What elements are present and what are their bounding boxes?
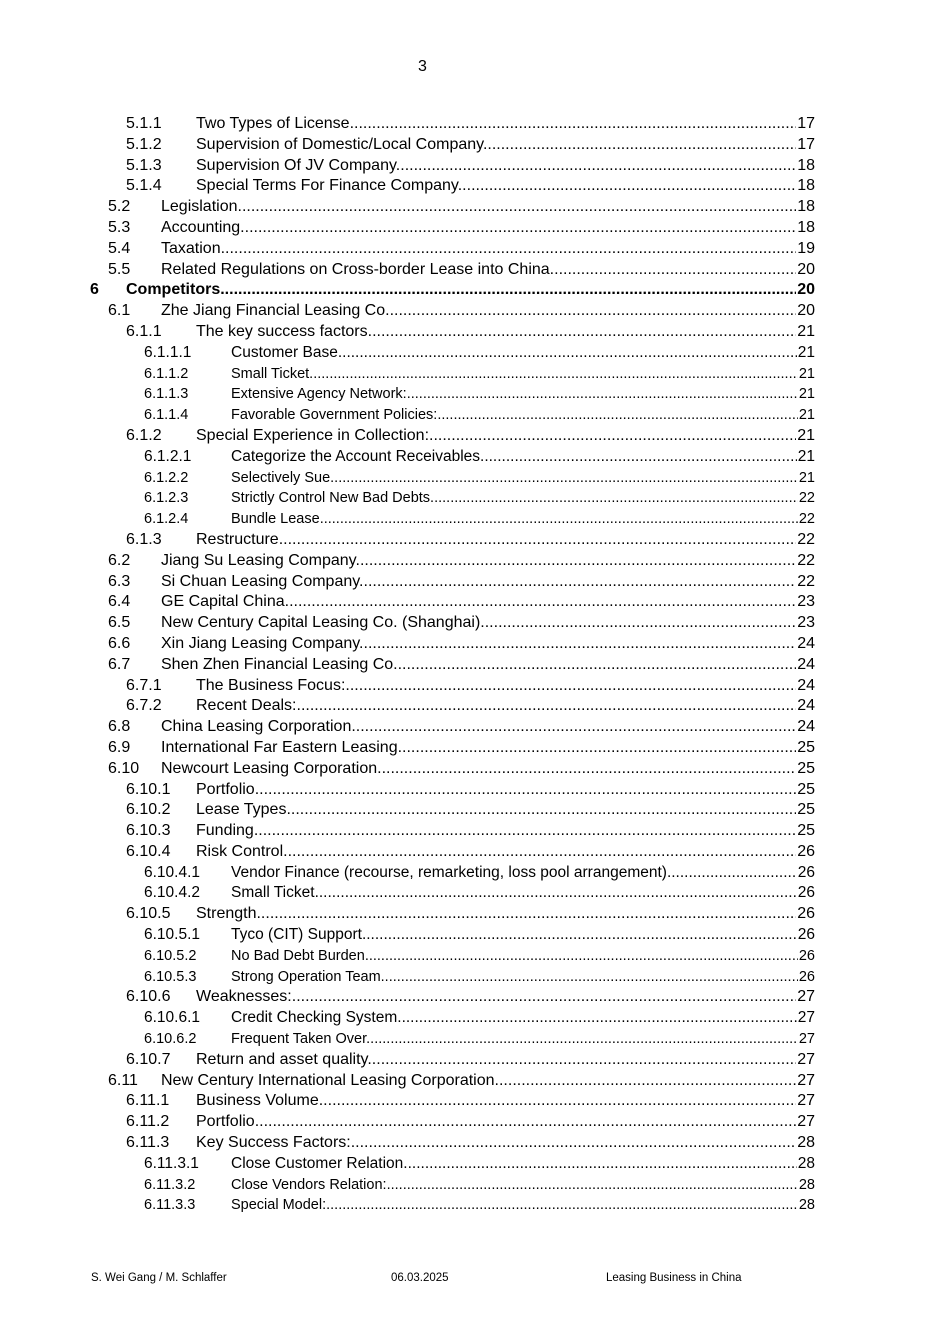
toc-entry-number: 6.7.2 (126, 697, 162, 715)
toc-entry-title: New Century Capital Leasing Co. (Shanghai) (161, 614, 481, 632)
toc-entry-title: Supervision of Domestic/Local Company (196, 135, 483, 153)
toc-entry-number: 6.11.3.3 (144, 1197, 196, 1214)
footer-date: 06.03.2025 (391, 1272, 449, 1284)
toc-entry-page: 25 (796, 780, 815, 801)
toc-entry-number: 6.1.2.2 (144, 469, 189, 486)
toc-entry-title: Favorable Government Policies: (231, 407, 438, 424)
toc-entry-title-leader (161, 655, 815, 676)
page-number: 3 (418, 58, 427, 75)
toc-entry[interactable] (90, 904, 815, 925)
toc-entry-number: 6.10.2 (126, 801, 171, 819)
toc-entry[interactable] (90, 260, 815, 281)
toc-entry-title-leader (231, 509, 815, 530)
toc-entry[interactable] (90, 551, 815, 572)
toc-entry[interactable] (90, 405, 815, 426)
toc-entry-title-leader (161, 717, 815, 738)
toc-entry-number: 6.10.5.3 (144, 968, 197, 985)
toc-entry-page: 26 (798, 967, 815, 988)
toc-entry-number: 6.1 (108, 302, 131, 320)
toc-entry[interactable] (90, 1091, 815, 1112)
toc-entry-title-leader (161, 218, 815, 239)
toc-entry-page: 27 (796, 1112, 815, 1133)
toc-entry-page: 26 (797, 883, 815, 904)
toc-entry-number: 6.1.1.2 (144, 365, 189, 382)
toc-entry-page: 25 (796, 759, 815, 780)
toc-entry[interactable] (90, 1071, 815, 1092)
toc-entry-title: Recent Deals: (196, 697, 297, 715)
toc-entry-title-leader (196, 114, 815, 135)
toc-entry-title-leader (196, 696, 815, 717)
toc-entry-title-leader (196, 842, 815, 863)
toc-entry[interactable] (90, 1133, 815, 1154)
toc-entry-number: 6.1.3 (126, 530, 162, 548)
toc-entry-title-leader (196, 322, 815, 343)
toc-entry-page: 25 (796, 800, 815, 821)
toc-entry-page: 18 (796, 218, 815, 239)
toc-entry-page: 27 (796, 1071, 815, 1092)
toc-entry-number: 6.5 (108, 614, 131, 632)
toc-entry-page: 22 (796, 572, 815, 593)
toc-entry-number: 6.4 (108, 593, 131, 611)
toc-entry-number: 5.3 (108, 218, 131, 236)
toc-entry-title: Strength (196, 905, 257, 923)
toc-entry-number: 6.10.7 (126, 1050, 171, 1068)
toc-entry-title-leader (231, 447, 815, 468)
toc-entry[interactable] (90, 176, 815, 197)
toc-entry-number: 6.10.4 (126, 842, 171, 860)
toc-entry-page: 21 (796, 322, 815, 343)
toc-entry-page: 25 (796, 821, 815, 842)
toc-entry-page: 24 (796, 696, 815, 717)
toc-entry[interactable] (90, 946, 815, 967)
toc-entry-title-leader (161, 551, 815, 572)
toc-entry-title-leader (196, 530, 815, 551)
toc-entry-number: 6.7.1 (126, 676, 162, 694)
toc-entry[interactable] (90, 280, 815, 301)
toc-entry-title: Close Customer Relation (231, 1154, 404, 1172)
toc-entry-title-leader (196, 821, 815, 842)
toc-entry-number: 6.11.3.2 (144, 1176, 196, 1193)
toc-entry-number: 6.1.1.1 (144, 343, 192, 361)
toc-entry-title-leader (161, 634, 815, 655)
toc-entry-page: 28 (796, 1133, 815, 1154)
toc-entry[interactable] (90, 343, 815, 364)
toc-entry-title: Extensive Agency Network: (231, 386, 407, 403)
toc-entry[interactable] (90, 135, 815, 156)
toc-entry-title-leader (231, 488, 815, 509)
toc-entry-title: Vendor Finance (recourse, remarketing, loss pool arrangement) (231, 863, 667, 881)
toc-entry-page: 27 (796, 1050, 815, 1071)
toc-entry-page: 21 (797, 343, 815, 364)
toc-entry-title-leader (161, 239, 815, 260)
toc-entry-number: 6.10.3 (126, 822, 171, 840)
toc-entry-page: 26 (797, 925, 815, 946)
toc-entry[interactable] (90, 634, 815, 655)
toc-entry-title-leader (231, 364, 815, 385)
toc-entry-title: Legislation (161, 198, 238, 216)
toc-entry-number: 6.10.5 (126, 905, 171, 923)
toc-entry-title: Lease Types (196, 801, 287, 819)
toc-entry-title: Taxation (161, 239, 221, 257)
toc-entry[interactable] (90, 301, 815, 322)
toc-entry-title-leader (161, 572, 815, 593)
footer-document-title: Leasing Business in China (606, 1272, 742, 1284)
toc-entry[interactable] (90, 322, 815, 343)
toc-entry-title-leader (196, 1050, 815, 1071)
toc-entry-title-leader (196, 676, 815, 697)
toc-entry-page: 17 (796, 114, 815, 135)
toc-entry[interactable] (90, 717, 815, 738)
toc-entry-page: 26 (796, 904, 815, 925)
toc-entry-title-leader (231, 405, 815, 426)
toc-entry-title-leader (161, 613, 815, 634)
toc-entry[interactable] (90, 883, 815, 904)
toc-entry[interactable] (90, 1154, 815, 1175)
toc-entry-number: 5.1.1 (126, 115, 162, 132)
toc-entry-page: 20 (796, 301, 815, 322)
toc-entry[interactable] (90, 738, 815, 759)
toc-entry-title: Portfolio (196, 780, 255, 798)
toc-entry-number: 6.1.1.3 (144, 386, 189, 403)
toc-entry-number: 6.11 (108, 1071, 138, 1089)
toc-entry[interactable] (90, 509, 815, 530)
toc-entry-title-leader (161, 738, 815, 759)
toc-entry-title: Shen Zhen Financial Leasing Co. (161, 655, 398, 673)
toc-entry-number: 6.1.2.4 (144, 511, 189, 528)
toc-entry-title-leader (196, 176, 815, 197)
toc-entry-number: 6.7 (108, 655, 131, 673)
toc-entry-title-leader (196, 780, 815, 801)
toc-entry-number: 6.10.5.2 (144, 947, 197, 964)
toc-entry-number: 6.8 (108, 718, 131, 736)
toc-entry-title: Customer Base (231, 343, 338, 361)
toc-entry-title: Credit Checking System (231, 1009, 398, 1027)
toc-entry-title-leader (196, 1112, 815, 1133)
toc-entry[interactable] (90, 1008, 815, 1029)
toc-entry-page: 28 (798, 1195, 815, 1216)
toc-entry-page: 21 (798, 364, 815, 385)
toc-entry[interactable] (90, 925, 815, 946)
toc-entry-title: Funding (196, 822, 254, 840)
toc-entry-title: Key Success Factors: (196, 1134, 351, 1152)
toc-entry-title: New Century International Leasing Corporation (161, 1071, 495, 1089)
toc-entry[interactable] (90, 197, 815, 218)
toc-entry-page: 24 (796, 717, 815, 738)
toc-entry[interactable] (90, 239, 815, 260)
toc-entry-title-leader (231, 967, 815, 988)
toc-entry-number: 6.6 (108, 634, 131, 652)
toc-entry-title: Accounting (161, 218, 241, 236)
toc-entry-number: 6.9 (108, 738, 131, 756)
toc-entry-title-leader (231, 1175, 815, 1196)
toc-entry-number: 5.5 (108, 260, 131, 278)
toc-entry[interactable] (90, 1050, 815, 1071)
toc-entry-page: 24 (796, 655, 815, 676)
toc-entry-number: 5.1.4 (126, 177, 162, 195)
toc-entry-number: 5.2 (108, 198, 131, 216)
toc-entry-title-leader (231, 343, 815, 364)
toc-entry-page: 27 (798, 1029, 815, 1050)
toc-entry-title: Categorize the Account Receivables (231, 447, 481, 465)
toc-entry-title: Restructure (196, 530, 279, 548)
toc-entry[interactable] (90, 426, 815, 447)
toc-entry-page: 22 (796, 551, 815, 572)
toc-entry-title-leader (161, 592, 815, 613)
toc-entry[interactable] (90, 1029, 815, 1050)
toc-entry[interactable] (90, 572, 815, 593)
toc-entry-title: Business Volume (196, 1092, 319, 1110)
toc-entry-number: 6.10 (108, 759, 140, 777)
toc-entry-title: Selectively Sue (231, 469, 331, 486)
toc-entry-title: The key success factors (196, 322, 368, 340)
toc-entry-page: 28 (798, 1175, 815, 1196)
toc-entry-page: 23 (796, 592, 815, 613)
toc-entry-title-leader (126, 280, 815, 301)
toc-entry-number: 6.10.6 (126, 988, 171, 1006)
toc-entry-page: 26 (796, 842, 815, 863)
toc-entry-number: 6.11.3 (126, 1134, 170, 1152)
toc-entry-page: 22 (796, 530, 815, 551)
toc-entry-page: 21 (798, 405, 815, 426)
toc-entry-title: China Leasing Corporation (161, 718, 352, 736)
toc-entry-title-leader (196, 426, 815, 447)
toc-entry[interactable] (90, 468, 815, 489)
toc-entry-title-leader (161, 1071, 815, 1092)
toc-entry-title: Close Vendors Relation: (231, 1176, 387, 1193)
toc-entry-title: Supervision Of JV Company (196, 156, 396, 174)
toc-entry[interactable] (90, 987, 815, 1008)
toc-entry-title-leader (196, 135, 815, 156)
toc-entry-number: 6.1.1 (126, 322, 162, 340)
footer-author: S. Wei Gang / M. Schlaffer (91, 1272, 227, 1284)
toc-entry-page: 21 (798, 384, 815, 405)
toc-entry-number: 6.10.4.1 (144, 863, 201, 881)
toc-entry-title: Strong Operation Team (231, 968, 381, 985)
toc-entry-number: 6.10.6.1 (144, 1009, 201, 1027)
toc-entry[interactable] (90, 800, 815, 821)
toc-entry[interactable] (90, 613, 815, 634)
toc-entry-title-leader (231, 1029, 815, 1050)
toc-entry-page: 27 (796, 987, 815, 1008)
toc-entry-title: Si Chuan Leasing Company (161, 572, 360, 590)
toc-entry-page: 17 (796, 135, 815, 156)
toc-entry-page: 23 (796, 613, 815, 634)
toc-entry[interactable] (90, 156, 815, 177)
toc-entry-title: Strictly Control New Bad Debts (231, 490, 431, 507)
toc-entry-page: 21 (797, 447, 815, 468)
toc-entry-number: 6.1.2.1 (144, 447, 192, 465)
toc-entry-page: 18 (796, 176, 815, 197)
toc-entry-title-leader (196, 904, 815, 925)
toc-entry[interactable] (90, 655, 815, 676)
toc-entry-title-leader (161, 197, 815, 218)
toc-entry-title: Tyco (CIT) Support (231, 926, 362, 944)
toc-entry-page: 18 (796, 197, 815, 218)
toc-entry[interactable] (90, 696, 815, 717)
toc-entry-title-leader (231, 1008, 815, 1029)
toc-entry[interactable] (90, 821, 815, 842)
toc-entry[interactable] (90, 592, 815, 613)
toc-entry-title: Zhe Jiang Financial Leasing Co. (161, 302, 390, 320)
toc-entry-title-leader (196, 156, 815, 177)
toc-entry-title-leader (196, 987, 815, 1008)
toc-entry-page: 24 (796, 634, 815, 655)
toc-entry[interactable] (90, 1175, 815, 1196)
toc-entry-title: Two Types of License (196, 115, 350, 132)
toc-entry-title-leader (161, 301, 815, 322)
toc-entry-page: 24 (796, 676, 815, 697)
toc-entry-title: International Far Eastern Leasing (161, 738, 398, 756)
toc-entry-title-leader (161, 759, 815, 780)
toc-entry-page: 20 (796, 260, 815, 281)
toc-entry[interactable] (90, 114, 815, 135)
toc-entry-title-leader (231, 468, 815, 489)
toc-entry-page: 20 (796, 280, 815, 301)
toc-entry[interactable] (90, 1112, 815, 1133)
toc-entry-title-leader (161, 260, 815, 281)
toc-entry-number: 5.1.2 (126, 135, 162, 153)
toc-entry-title-leader (231, 925, 815, 946)
toc-entry-number: 6.10.5.1 (144, 926, 201, 944)
toc-entry-page: 28 (797, 1154, 815, 1175)
toc-entry-page: 22 (798, 509, 815, 530)
toc-entry-title: Small Ticket (231, 365, 310, 382)
toc-entry-page: 22 (798, 488, 815, 509)
toc-entry-title: Special Experience in Collection: (196, 426, 430, 444)
toc-entry-title: Weaknesses: (196, 988, 292, 1006)
toc-entry-title: Small Ticket (231, 884, 315, 902)
toc-entry[interactable] (90, 863, 815, 884)
toc-entry-page: 27 (797, 1008, 815, 1029)
toc-entry-title: Risk Control (196, 842, 284, 860)
toc-entry[interactable] (90, 530, 815, 551)
toc-entry-page: 21 (796, 426, 815, 447)
toc-entry-number: 6.11.2 (126, 1113, 170, 1131)
toc-entry-number: 6 (90, 281, 99, 299)
toc-entry-number: 5.1.3 (126, 156, 162, 174)
toc-entry-title: Bundle Lease (231, 511, 320, 528)
toc-entry-number: 6.2 (108, 551, 131, 569)
toc-entry-title: Xin Jiang Leasing Company (161, 634, 360, 652)
toc-entry[interactable] (90, 1195, 815, 1216)
toc-entry-title: Return and asset quality (196, 1050, 368, 1068)
toc-entry-title: Related Regulations on Cross-border Lease into China (161, 260, 550, 278)
toc-entry[interactable] (90, 218, 815, 239)
toc-entry-title: Special Terms For Finance Company (196, 177, 458, 195)
toc-entry-number: 6.1.2.3 (144, 490, 189, 507)
toc-entry-number: 6.11.1 (126, 1092, 170, 1110)
toc-entry-title: Portfolio (196, 1113, 255, 1131)
toc-entry[interactable] (90, 364, 815, 385)
toc-entry-page: 19 (796, 239, 815, 260)
toc-entry-title: Jiang Su Leasing Company (161, 551, 356, 569)
toc-entry-page: 25 (796, 738, 815, 759)
toc-entry[interactable] (90, 967, 815, 988)
toc-entry-number: 6.10.1 (126, 780, 171, 798)
toc-entry-title: No Bad Debt Burden (231, 947, 365, 964)
toc-entry-number: 5.4 (108, 239, 131, 257)
toc-entry-title-leader (231, 1154, 815, 1175)
toc-entry-title-leader (196, 800, 815, 821)
toc-entry-title: Frequent Taken Over (231, 1031, 367, 1048)
page-footer (91, 1272, 771, 1288)
toc-entry-number: 6.10.6.2 (144, 1031, 197, 1048)
toc-entry[interactable] (90, 384, 815, 405)
toc-entry[interactable] (90, 676, 815, 697)
toc-entry-title: GE Capital China (161, 593, 285, 611)
toc-entry-number: 6.1.1.4 (144, 407, 189, 424)
toc-entry-page: 18 (796, 156, 815, 177)
toc-entry-title: The Business Focus: (196, 676, 346, 694)
toc-entry-title-leader (196, 1091, 815, 1112)
toc-entry[interactable] (90, 759, 815, 780)
toc-entry-title: Newcourt Leasing Corporation (161, 759, 378, 777)
toc-entry[interactable] (90, 780, 815, 801)
toc-entry[interactable] (90, 447, 815, 468)
toc-entry-title-leader (231, 1195, 815, 1216)
toc-entry-title: Special Model: (231, 1197, 327, 1214)
toc-entry-number: 6.1.2 (126, 426, 162, 444)
toc-entry-page: 26 (797, 863, 815, 884)
toc-entry-page: 26 (798, 946, 815, 967)
toc-entry-title-leader (231, 863, 815, 884)
toc-entry-page: 27 (796, 1091, 815, 1112)
toc-entry-page: 21 (798, 468, 815, 489)
toc-entry-title-leader (231, 946, 815, 967)
toc-entry-number: 6.3 (108, 572, 131, 590)
toc-entry-title-leader (231, 384, 815, 405)
toc-entry[interactable] (90, 488, 815, 509)
toc-entry-title-leader (196, 1133, 815, 1154)
toc-entry-title-leader (231, 883, 815, 904)
toc-entry[interactable] (90, 842, 815, 863)
table-of-contents (90, 114, 815, 1216)
toc-entry-title: Competitors (126, 281, 221, 299)
toc-entry-number: 6.10.4.2 (144, 884, 201, 902)
toc-entry-number: 6.11.3.1 (144, 1154, 199, 1172)
